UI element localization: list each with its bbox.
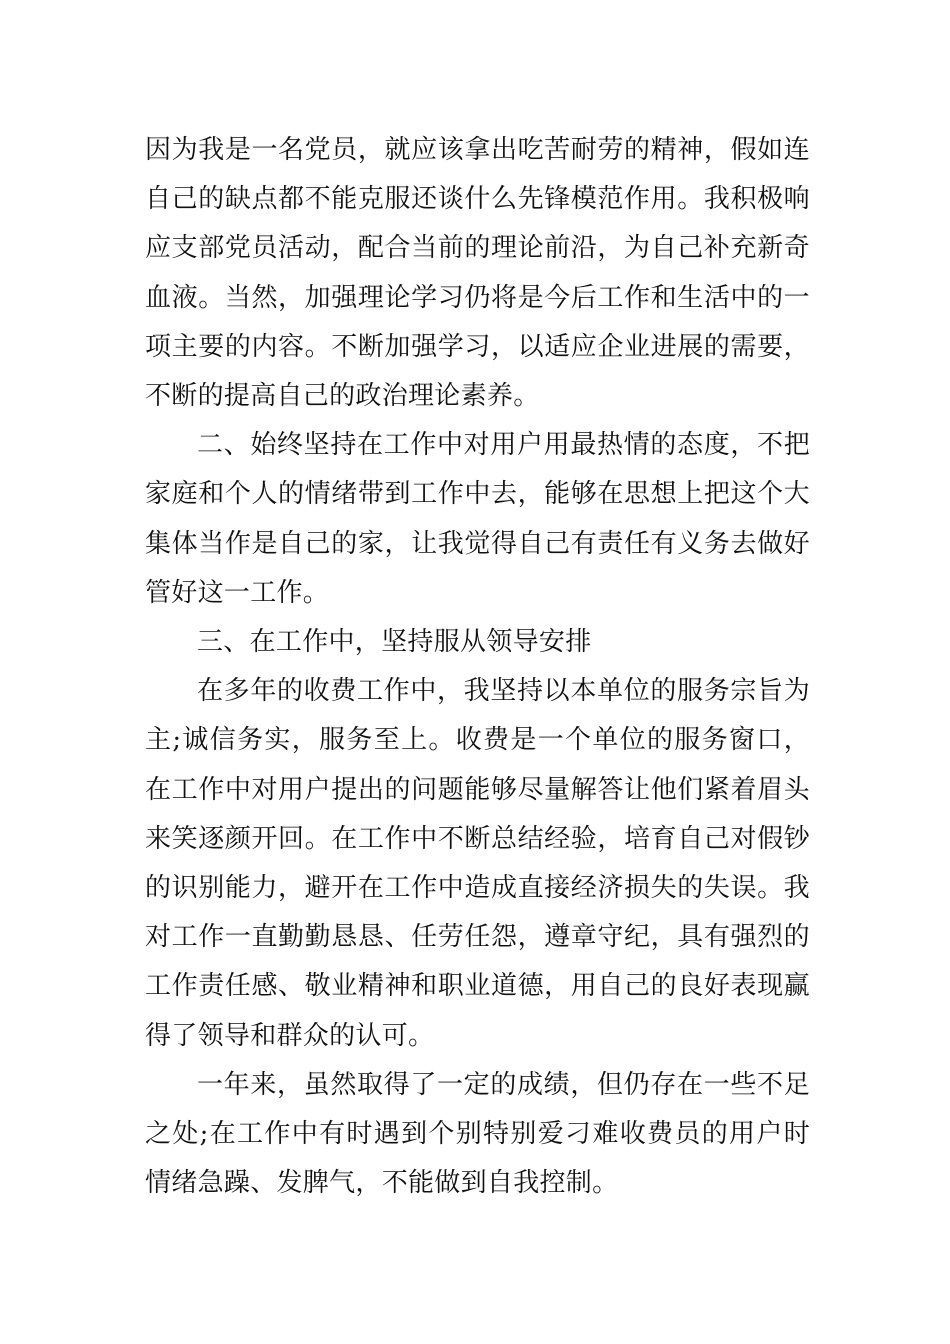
paragraph-shortcomings: 一年来，虽然取得了一定的成绩，但仍存在一些不足之处;在工作中有时遇到个别特别爱刁难收费员的用户时情绪急躁、发脾气，不能做到自我控制。 <box>145 1069 810 1199</box>
paragraph-section-two: 二、始终坚持在工作中对用户用最热情的态度，不把家庭和个人的情绪带到工作中去，能够在思想上把这个大集体当作是自己的家，让我觉得自己有责任有义务去做好管好这一工作。 <box>145 430 810 608</box>
document-body <box>145 126 810 1208</box>
paragraph-continuation: 因为我是一名党员，就应该拿出吃苦耐劳的精神，假如连自己的缺点都不能克服还谈什么先锋模范作用。我积极响应支部党员活动，配合当前的理论前沿，为自己补充新奇血液。当然，加强理论学习仍将是今后工作和生活中的一项主要的内容。不断加强学习，以适应企业进展的需要，不断的提高自己的政治理论素养。 <box>145 135 810 412</box>
section-heading-three: 三、在工作中，坚持服从领导安排 <box>197 627 592 658</box>
paragraph-fee-work: 在多年的收费工作中，我坚持以本单位的服务宗旨为主;诚信务实，服务至上。收费是一个单位的服务窗口，在工作中对用户提出的问题能够尽量解答让他们紧着眉头来笑逐颜开回。在工作中不断总结经验，培育自己对假钞的识别能力，避开在工作中造成直接经济损失的失误。我对工作一直勤勤恳恳、任劳任怨，遵章守纪，具有强烈的工作责任感、敬业精神和职业道德，用自己的良好表现赢得了领导和群众的认可。 <box>145 676 810 1051</box>
